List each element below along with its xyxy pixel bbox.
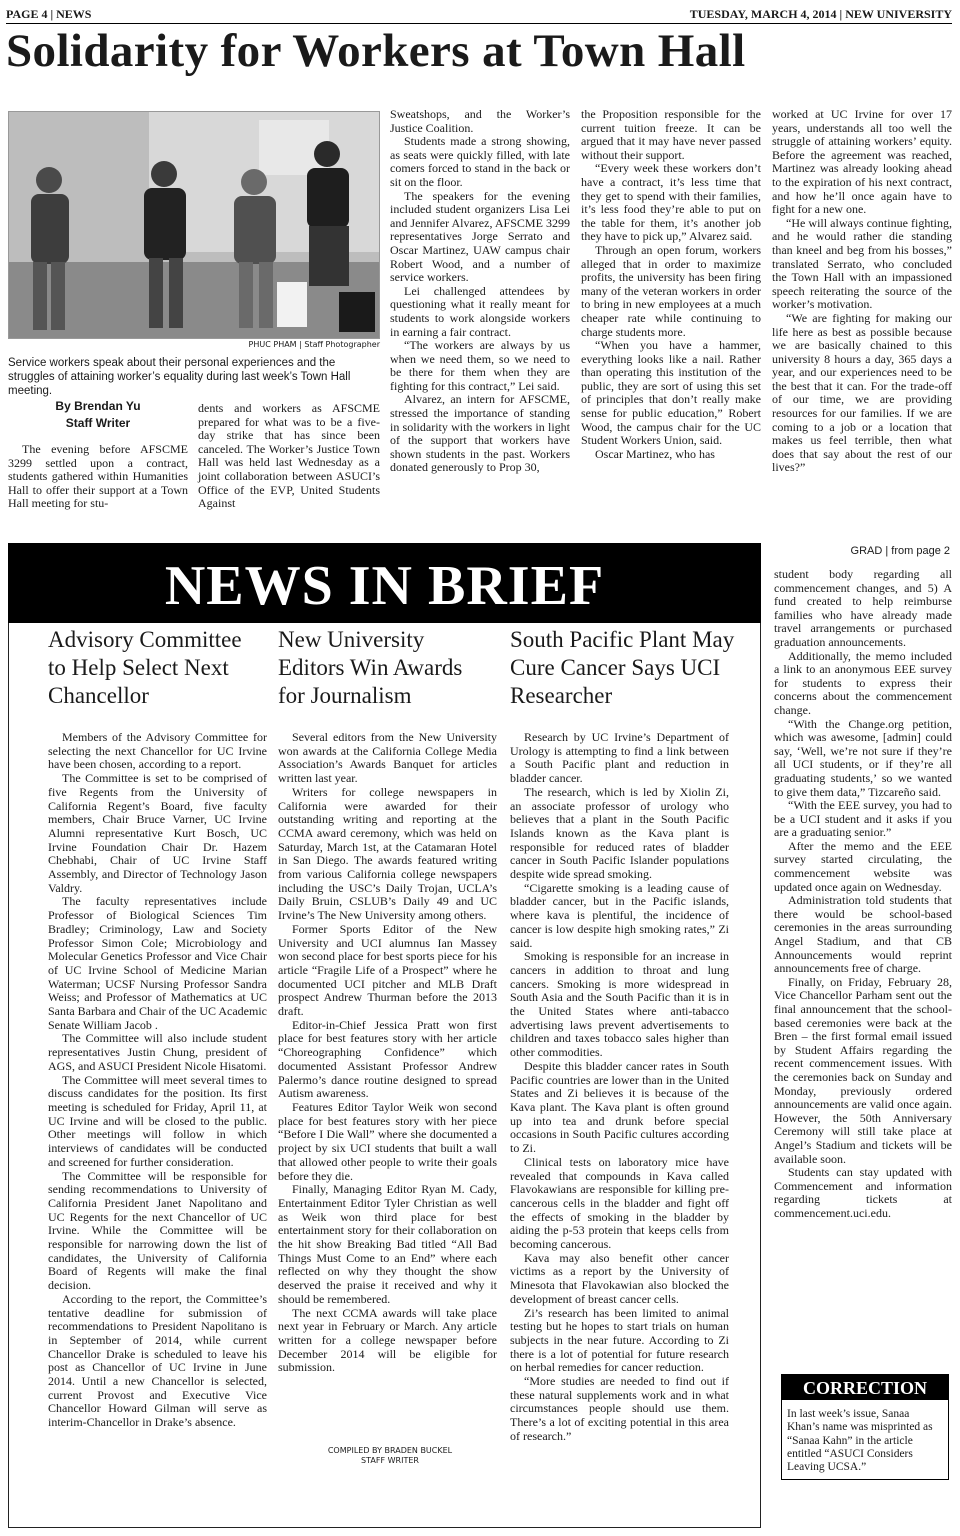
brief-paragraph: Finally, Managing Editor Ryan M. Cady, Entertainment Editor Tyler Christian as well as Weik won third place for best entertainment story for their collaboration on the hit show Breaking Bad titled “All Bad Things Must Come to an End” where each reflected on why they thought the show deserved the praise it received and why it should be remembered.: [278, 1182, 497, 1306]
town-hall-photo: [8, 111, 380, 339]
brief-headline-2: New University Editors Win Awards for Journalism: [278, 627, 463, 708]
correction-title: CORRECTION: [781, 1374, 949, 1400]
brief-paragraph: Clinical tests on laboratory mice have revealed that compounds in Kava called Flavokawians are responsible for killing pre-cancerous cells in the bladder and fight off the effects of smoking in the bladder by aiding the p-53 protein that keeps cells from becoming cancerous.: [510, 1154, 729, 1252]
article-paragraph: Oscar Martinez, who has: [595, 446, 715, 461]
grad-jump-label: GRAD | from page 2: [850, 545, 950, 557]
compiled-by-name: COMPILED BY BRADEN BUCKEL: [327, 1446, 453, 1455]
grad-paragraph: “With the Change.org petition, which was awesome, [admin] could say, ‘Well, we’re not sure if they’re all UCI students, or if they’re all graduating students,’ so we wanted to give them data,” Tizcareño said.: [774, 716, 952, 799]
brief-paragraph: Former Sports Editor of the New University and UCI alumnus Ian Massey won second place for best sports piece for his article “Fragile Life of a Prospect” where he documented UCI pitcher and MLB Draft prospect Andrew Thurman before the 2013 draft.: [278, 921, 497, 1019]
article-paragraph: “When you have a hammer, everything looks like a nail. Rather than operating this institution of the public, they are sort of using this set of principles that don’t really make sense for public education,” Robert Wood, the campus chair for the UC Student Workers Union, said.: [581, 338, 761, 448]
article-paragraph: “Every week these workers don’t have a contract, it’s less time that they get to spend with their families, it’s less food they’re able to put on the table for them, it’s another job they have to pick up,” Alvarez said.: [581, 161, 761, 244]
grad-paragraph: “With the EEE survey, you had to be a UCI student and it asks if you are a graduating senior.”: [774, 798, 952, 840]
article-paragraph: The evening before AFSCME 3299 settled upon a contract, students gathered within Humanities Hall to offer their support at a Town Hall meeting for stu-: [8, 442, 188, 511]
brief-paragraph: According to the report, the Committee’s tentative deadline for submission of recommendations to President Napolitano is in September of 2014, while current Chancellor Drake is scheduled to leave his post as Chancellor of UC Irvine in June 2014. Until a new Chancellor is selected, current Provost and Executive Vice Chancellor Howard Gilman will serve as interim-Chancellor in Drake’s absence.: [48, 1291, 267, 1430]
brief-paragraph: Features Editor Taylor Weik won second place for best features story with her piece “Before I Die Wall” where she documented a project by six UCI students that built a wall that allowed other people to write their goals before they die.: [278, 1099, 497, 1183]
article-paragraph: “He will always continue fighting, and he would rather die standing than kneel and beg from his bosses,” translated Serrato, who concluded the Town Hall with an impassioned speech reiterating the source of the worker’s motivation.: [772, 215, 952, 312]
folio-right: TUESDAY, MARCH 4, 2014 | NEW UNIVERSITY: [689, 7, 952, 21]
brief-paragraph: Research by UC Irvine’s Department of Urology is attempting to find a link between a South Pacific plant and reduction in bladder cancer.: [510, 730, 729, 786]
brief-headline-3: South Pacific Plant May Cure Cancer Says UCI Researcher: [510, 627, 735, 708]
brief-paragraph: The research, which is led by Xiolin Zi, an associate professor of urology who believes that a plant in the South Pacific Islands known as the Kava plant is responsible for reduced rates of bladder cancer in South Pacific Islander populations despite wide spread smoking.: [510, 784, 729, 882]
brief-paragraph: The Committee is set to be comprised of five Regents from the University of California Regent’s Board, five faculty members, Chair Bruce Varner, UC Irvine Alumni representative Kurt Bosch, UC Irvine Foundation Chair Dr. Hazem Chebhabi, Chair of UC Irvine Staff Assembly, and Director of Technology Jason Valdry.: [48, 771, 267, 895]
article-paragraph: Sweatshops, and the Worker’s Justice Coalition.: [390, 107, 570, 135]
article-paragraph: The speakers for the evening included student organizers Lisa Lei and Jennifer Alvarez, AFSCME 3299 representatives Jorge Serrato and Oscar Martinez, UAW campus chair Robert Wood, and a number of service workers.: [390, 188, 570, 285]
brief-paragraph: The Committee will also include student representatives Justin Chung, president of AGS, and ASUCI President Nicole Hisatomi.: [48, 1031, 267, 1073]
brief-paragraph: “Cigarette smoking is a leading cause of bladder cancer, but in the Pacific islands, where kava is plentiful, the incidence of cancer is low despite high smoking rates,” Zi said.: [510, 880, 729, 950]
news-in-brief-title: NEWS IN BRIEF: [8, 543, 761, 623]
brief-paragraph: Members of the Advisory Committee for selecting the next Chancellor for UC Irvine have been chosen, according to a report.: [48, 730, 267, 772]
article-paragraph: worked at UC Irvine for over 17 years, understands all too well the struggle of attaining workers’ equity. Before the agreement was reached, Martinez was already looking ahead to the expiration of his next contract, and how he’ll once again have to fight for a new one.: [772, 107, 952, 217]
article-column-2: [198, 402, 380, 511]
brief-paragraph: The faculty representatives include Professor of Biological Sciences Tim Bradley; Criminology, Law and Society Professor Simon Cole; Microbiology and Molecular Genetics Professor and Vice Chair of UC Irvine School of Medicine Marian Waterman; UCSF Nursing Professor Sandra Weiss; and Professor of Mathematics at UC Santa Barbara and Chair of the UC Academic Senate William Jacob .: [48, 894, 267, 1032]
article-paragraph: Lei challenged attendees by questioning what it really meant for students to work alongside workers in earning a fair contract.: [390, 283, 570, 339]
brief-column-1: [48, 731, 267, 1430]
grad-column: [774, 568, 952, 1221]
article-column-1: [8, 443, 188, 511]
article-paragraph: Through an open forum, workers alleged that in order to maximize profits, the university has been firing many of the veteran workers in order to bring in new employees at a much cheaper rate while continuing to charge students more.: [581, 242, 761, 339]
photo-credit: PHUC PHAM | Staff Photographer: [248, 340, 380, 349]
byline: [8, 398, 188, 432]
grad-paragraph: After the memo and the EEE survey started circulating, the commencement website was updated once again on Wednesday.: [774, 838, 952, 894]
brief-column-2: [278, 731, 497, 1375]
compiled-by-title: STAFF WRITER: [361, 1456, 419, 1465]
article-paragraph: dents and workers as AFSCME prepared for what was to be a five-day strike that has since been canceled. The Worker’s Justice Town Hall was held last Wednesday as a joint collaboration between ASUCI’s Office of the EVP, United Students Against: [198, 401, 380, 511]
byline-title: Staff Writer: [65, 416, 131, 430]
brief-paragraph: Editor-in-Chief Jessica Pratt won first place for best features story with her article “Choreographing Confidence” which documented Assistant Professor Andrew Palermo’s dance routine designed to spread Autism awareness.: [278, 1017, 497, 1101]
brief-paragraph: Zi’s research has been limited to animal testing but he hopes to start trials on human subjects in the near future. According to Zi there is a lot of potential for future research on herbal remedies for cancer reduction.: [510, 1305, 729, 1375]
brief-headline-1: Advisory Committee to Help Select Next Chancellor: [48, 627, 242, 708]
brief-paragraph: The Committee will be responsible for sending recommendations to University of California President Janet Napolitano and UC Regents for the next Chancellor of UC Irvine. While the Committee will be responsible for narrowing down the list of candidates, the University of California Board of Regents will make the final decision.: [48, 1168, 267, 1293]
brief-column-3: [510, 731, 729, 1444]
brief-paragraph: Despite this bladder cancer rates in South Pacific countries are lower than in the United States and Zi believes it is because of the Kava plant. The Kava plant is often ground up into tea and drunk before special occasions in South Pacific cultures according to Zi.: [510, 1058, 729, 1156]
brief-paragraph: “More studies are needed to find out if these natural supplements work and in what circumstances people should use them. There’s a lot of exciting potential in this area of research.”: [510, 1374, 729, 1443]
correction-text: In last week’s issue, Sanaa Khan’s name was misprinted as “Sanaa Kahn” in the article entitled “ASUCI Considers Leaving UCSA.”: [781, 1400, 949, 1480]
photo-illustration: [9, 112, 380, 339]
grad-paragraph: Finally, on Friday, February 28, Vice Chancellor Parham sent out the final announcement that the school-based ceremonies were back at the Bren – the first formal email issued by Student Affairs regarding the recent commencement issues. With the ceremonies back on Sunday and Monday, previously ordered announcements are valid once again. However, the 50th Anniversary Ceremony will still take place at Angel’s Stadium and tickets will be available soon.: [774, 974, 952, 1166]
compiled-by: [295, 1446, 485, 1466]
brief-paragraph: Several editors from the New University won awards at the California College Media Association’s Awards Banquet for articles written last year.: [278, 730, 497, 786]
article-paragraph: “The workers are always by us when we need them, so we need to be there for them when they are fighting for this contract,” Lei said.: [390, 338, 570, 393]
grad-paragraph: Students can stay updated with Commencement and information regarding tickets at commencement.uci.edu.: [774, 1165, 952, 1220]
article-column-5: [772, 108, 952, 475]
article-paragraph: the Proposition responsible for the current tuition freeze. It can be argued that it may have never passed without their support.: [581, 107, 761, 162]
byline-name: By Brendan Yu: [55, 399, 141, 413]
grad-paragraph: student body regarding all commencement changes, and 5) A fund created to help reimburse families who have already made travel arrangements or purchased graduation announcements.: [774, 567, 952, 649]
photo-caption: Service workers speak about their personal experiences and the struggles of attaining worker’s equality during last week’s Town Hall meeting.: [8, 357, 351, 397]
folio-left: PAGE 4 | NEWS: [6, 7, 92, 21]
grad-paragraph: Additionally, the memo included a link to an anonymous EEE survey for students to express their concerns about the commencement change.: [774, 648, 952, 717]
grad-paragraph: Administration told students that there would be school-based ceremonies in the areas surrounding Angel Stadium, and that CB Announcements would reprint announcements free of charge.: [774, 893, 952, 976]
article-column-4: [581, 108, 761, 461]
brief-paragraph: Writers for college newspapers in California were awarded for their outstanding writing and reporting at the CCMA award ceremony, which was held on Saturday, March 1st, at the Catamaran Hotel in San Diego. The awards featured writing from various California college newspapers including the USC’s Daily Trojan, UCLA’s Daily Bruin, CSLUB’s Daily 49 and UC Irvine’s The New University among others.: [278, 784, 497, 923]
article-paragraph: Alvarez, an intern for AFSCME, stressed the importance of standing in solidarity with the workers in light of the support that workers have shown students in the past. Workers donated generously to Prop 30,: [390, 392, 570, 475]
brief-paragraph: The Committee will meet several times to discuss candidates for the position. Its first meeting is scheduled for Friday, April 11, at UC Irvine and will be closed to the public. Other meetings will follow in which interviews of candidates will be conducted and screened for further consideration.: [48, 1072, 267, 1169]
brief-paragraph: Kava may also benefit other cancer victims as a report by the University of Minesota that Flavokawian also blocked the development of breast cancer cells.: [510, 1250, 729, 1306]
brief-paragraph: The next CCMA awards will take place next year in February or March. Any article written for a college newspaper before December 2014 will be eligible for submission.: [278, 1305, 497, 1375]
article-paragraph: “We are fighting for making our life here as best as possible because we are basically chained to this university 8 hours a day, 365 days a year, and our experiences need to be the best that it can. For the trade-off of our time, we are providing resources for our families. If we are coming to a job or a location that makes us feel terrible, then what does that say about the rest of our lives?”: [772, 310, 952, 475]
article-column-3: [390, 108, 570, 475]
page-folio: [6, 6, 952, 24]
brief-paragraph: Smoking is responsible for an increase in cancers in addition to throat and lung cancers. Smoking is more widespread in South Asia and the South Pacific than it is in the United States where anti-tabacco advertising laws prevent advertisements to children and taxes tobacco sales higher than other commodities.: [510, 949, 729, 1060]
article-headline: Solidarity for Workers at Town Hall: [6, 25, 746, 77]
article-paragraph: Students made a strong showing, as seats were quickly filled, with late comers forced to stand in the back or sit on the floor.: [390, 134, 570, 189]
